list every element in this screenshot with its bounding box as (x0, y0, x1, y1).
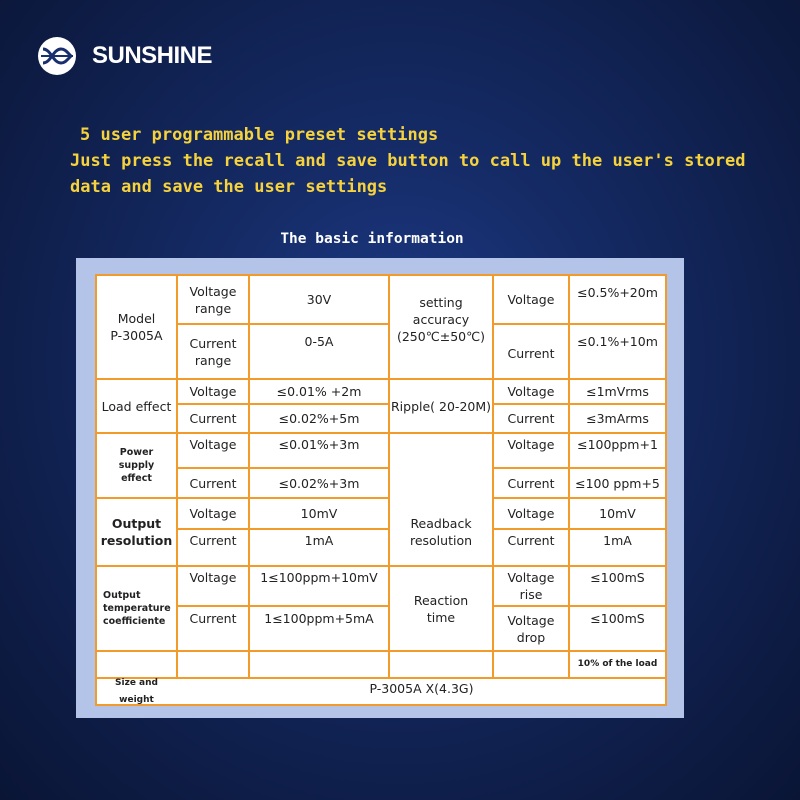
intro-line-3: data and save the user settings (70, 177, 388, 197)
brand-header (36, 36, 212, 76)
output-current-value: 1mA (304, 533, 334, 548)
power-current-value: ≤0.02%+3m (278, 475, 360, 491)
ripple-current-value: ≤3mArms (586, 411, 649, 426)
load-effect-current-label: Current (189, 411, 237, 426)
load-effect-current-value: ≤0.02%+5m (278, 411, 360, 426)
output-temperature-label: Output temperature coefficiente (103, 590, 171, 627)
load-effect-voltage-value: ≤0.01% +2m (276, 384, 362, 399)
setting-accuracy-label: setting accuracy (250℃±50℃) (396, 295, 486, 344)
load-note: 10% of the load (577, 659, 658, 669)
temp-current-label: Current (189, 611, 237, 626)
output-voltage-value: 10mV (300, 506, 338, 521)
power-voltage-label: Voltage (189, 437, 237, 452)
power-right-voltage-value: ≤100ppm+1 (577, 437, 658, 452)
output-voltage-label: Voltage (189, 506, 237, 521)
power-right-current-label: Current (507, 475, 555, 491)
model-label: Model P-3005A (110, 311, 163, 343)
power-right-voltage-label: Voltage (507, 437, 555, 452)
ripple-voltage-label: Voltage (507, 384, 555, 399)
power-current-label: Current (189, 475, 237, 491)
ripple-current-label: Current (507, 411, 555, 426)
voltage-range-label: Voltage range (189, 283, 237, 316)
temp-voltage-label: Voltage (189, 570, 237, 585)
reaction-time-label: Reaction time (413, 592, 469, 625)
size-weight-value: P-3005A X(4.3G) (369, 681, 474, 696)
section-title: The basic information (280, 231, 464, 247)
setting-accuracy-voltage-label: Voltage (507, 292, 555, 307)
output-current-label: Current (189, 533, 237, 548)
output-resolution-label: Output resolution (100, 516, 173, 548)
power-voltage-value: ≤0.01%+3m (278, 437, 360, 452)
temp-voltage-value: 1≤100ppm+10mV (260, 570, 378, 585)
readback-resolution-label: Readback resolution (409, 516, 473, 548)
power-supply-effect-label: Power supply effect (118, 447, 155, 484)
readback-voltage-value: 10mV (599, 506, 636, 521)
size-weight-label: Size and weight (115, 677, 158, 705)
voltage-rise-value: ≤100mS (590, 570, 645, 585)
load-effect-voltage-label: Voltage (189, 384, 237, 399)
setting-accuracy-voltage-value: ≤0.5%+20m (577, 285, 658, 300)
ripple-label: Ripple( 20-20M) (390, 398, 492, 414)
voltage-drop-label: Voltage drop (507, 612, 555, 645)
load-effect-label: Load effect (101, 398, 172, 414)
voltage-rise-label: Voltage rise (507, 570, 555, 602)
ripple-voltage-value: ≤1mVrms (586, 384, 649, 399)
voltage-drop-value: ≤100mS (590, 611, 645, 626)
temp-current-value: 1≤100ppm+5mA (264, 611, 374, 626)
voltage-range-value: 30V (306, 292, 332, 307)
readback-voltage-label: Voltage (507, 506, 555, 521)
setting-accuracy-current-label: Current (507, 346, 555, 361)
current-range-label: Current range (189, 335, 237, 368)
power-right-current-value: ≤100 ppm+5 (575, 475, 660, 491)
intro-text (70, 122, 770, 200)
intro-line-1: 5 user programmable preset settings (80, 125, 439, 145)
brand-name: SUNSHINE (92, 42, 213, 69)
intro-line-2: Just press the recall and save button to call up the user's stored (70, 151, 746, 171)
readback-current-label: Current (507, 533, 555, 548)
setting-accuracy-current-value: ≤0.1%+10m (577, 334, 658, 349)
sunshine-logo-icon (36, 36, 78, 76)
readback-current-value: 1mA (603, 533, 632, 548)
current-range-value: 0-5A (304, 334, 334, 349)
